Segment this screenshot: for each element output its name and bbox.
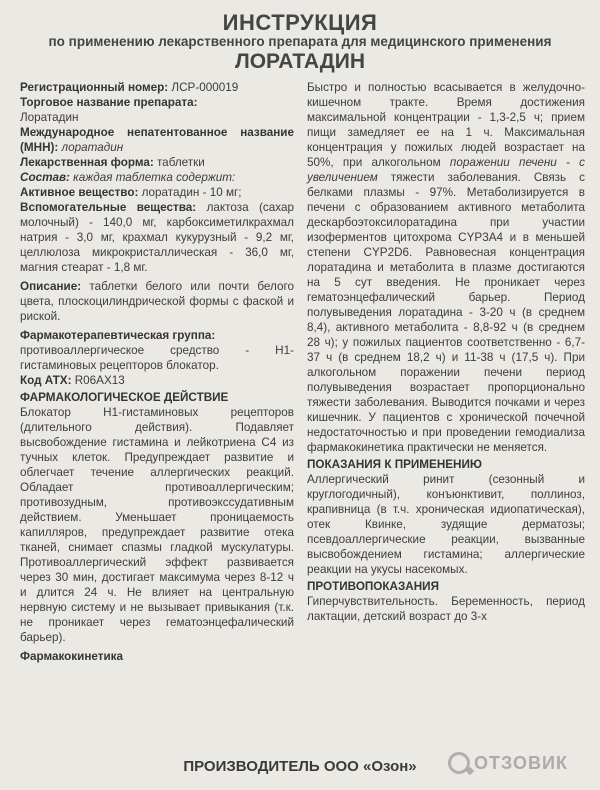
registration-label: Регистрационный номер:: [20, 81, 169, 94]
pk-text-part-1: Быстро и полностью всасывается в желудочно-кишечном тракте. Время достижения максимальной концентрации - 1,3-2,5 ч; прием пищи замедляет ее на 1 ч. Максимальная концентрация у пожилых людей возрастает на 50%, при алкогольном: [307, 81, 585, 169]
pk-text-part-2: тяжести заболевания. Связь с белками плазмы - 97%. Метаболизируется в печени с образованием активного метаболита дескарбоэтоксилоратадина при участии изоферментов цитохрома CYP3A4 и в меньшей степени CYP2D6. Равновесная концентрация лоратадина и метаболита в плазме достигаются на 5 сут введения. Не проникает через гематоэнцефалический барьер. Период полувыведения лоратадина - 3-20 ч (в среднем 8,4), активного метаболита - 8,8-92 ч (в среднем 28 ч); у пожилых пациентов соответственно - 6,7-37 ч (в среднем 18,2 ч) и 11-38 ч (17,5 ч). При алкогольном поражении печени период полувыведения возрастает пропорционально тяжести заболевания. Выводится почками и через кишечник. У пациентов с хронической почечной недостаточностью и при проведении гемодиализа фармакокинетика практически не меняется.: [307, 171, 585, 454]
dosage-form-value: таблетки: [153, 156, 205, 169]
description-label: Описание:: [20, 280, 82, 293]
trade-name-value: Лоратадин: [20, 111, 79, 124]
description: [20, 279, 294, 324]
active-substance-value: лоратадин - 10 мг;: [138, 186, 242, 199]
atc-label: Код АТХ:: [20, 374, 72, 387]
inn-value: лоратадин: [58, 141, 124, 154]
excipients: [20, 200, 294, 275]
pharmacokinetics-heading: Фармакокинетика: [20, 650, 123, 663]
left-column: [20, 80, 294, 664]
composition: [20, 170, 294, 185]
right-column: [307, 80, 585, 624]
watermark-text: ОТЗОВИК: [474, 752, 568, 773]
manufacturer: ПРОИЗВОДИТЕЛЬ ООО «Озон»: [183, 758, 417, 775]
pharm-group-label: Фармакотерапевтическая группа:: [20, 329, 216, 342]
indications-text: Аллергический ринит (сезонный и круглогодичный), конъюнктивит, поллиноз, крапивница (в т.ч. хроническая идиопатическая), отек Квинке, зудящие дерматозы; псевдоаллергические реакции, вызванные высвобождением гистамина; аллергические реакции на укусы насекомых.: [307, 473, 585, 576]
inn: [20, 125, 294, 155]
trade-name-label: Торговое название препарата:: [20, 96, 198, 109]
pharmacokinetics-text: [307, 80, 585, 455]
excipients-label: Вспомогательные вещества:: [20, 201, 197, 214]
registration-number: [20, 80, 294, 95]
active-substance-label: Активное вещество:: [20, 186, 139, 199]
indications-heading: ПОКАЗАНИЯ К ПРИМЕНЕНИЮ: [307, 458, 482, 471]
dosage-form-label: Лекарственная форма:: [20, 156, 154, 169]
pharm-group-value: противоаллергическое средство - Н1-гистаминовых рецепторов блокатор.: [20, 344, 294, 372]
contraindications-heading: ПРОТИВОПОКАЗАНИЯ: [307, 580, 439, 593]
document-subtitle: по применению лекарственного препарата для медицинского применения: [48, 34, 552, 49]
excipients-value: лактоза (сахар молочный) - 140,0 мг, карбоксиметилкрахмал натрия - 3,0 мг, крахмал кукурузный - 9,2 мг, целлюлоза микрокристаллическая - 36,0 мг, магния стеарат - 1,8 мг.: [20, 201, 294, 274]
pharmacological-action-text: Блокатор Н1-гистаминовых рецепторов (длительного действия). Подавляет высвобождение гистамина и лейкотриена С4 из тучных клеток. Предупреждает развитие и облегчает течение аллергических реакций. Обладает противоаллергическим; противозудным, противоэкссудативным действием. Уменьшает проницаемость капилляров, предупреждает развитие отека тканей, снимает спазмы гладкой мускулатуры. Противоаллергический эффект развивается через 30 мин, достигает максимума через 8-12 ч и длится 24 ч. Не влияет на центральную нервную систему и не вызывает привыкания (т.к. не проникает через гематоэнцефалический барьер).: [20, 406, 294, 644]
description-value: таблетки белого или почти белого цвета, плоскоцилиндрической формы с фаской и риской.: [20, 280, 294, 323]
watermark: [448, 748, 593, 778]
dosage-form: [20, 155, 294, 170]
composition-label: Состав:: [20, 171, 70, 184]
pharmacological-action-heading: ФАРМАКОЛОГИЧЕСКОЕ ДЕЙСТВИЕ: [20, 391, 229, 404]
pk-text-italic: поражении печени - с увеличением: [307, 156, 585, 184]
composition-value: каждая таблетка содержит:: [69, 171, 236, 184]
otzovik-logo-icon: [448, 752, 470, 774]
atc-code: [20, 373, 294, 388]
registration-value: ЛСР-000019: [168, 81, 239, 94]
atc-value: R06AX13: [71, 374, 125, 387]
active-substance: [20, 185, 294, 200]
contraindications-text: Гиперчувствительность. Беременность, период лактации, детский возраст до 3-х: [307, 595, 585, 623]
inn-label: Международное непатентованное название (МНН):: [20, 126, 294, 154]
drug-name: ЛОРАТАДИН: [234, 50, 366, 73]
document-title: ИНСТРУКЦИЯ: [222, 10, 378, 35]
